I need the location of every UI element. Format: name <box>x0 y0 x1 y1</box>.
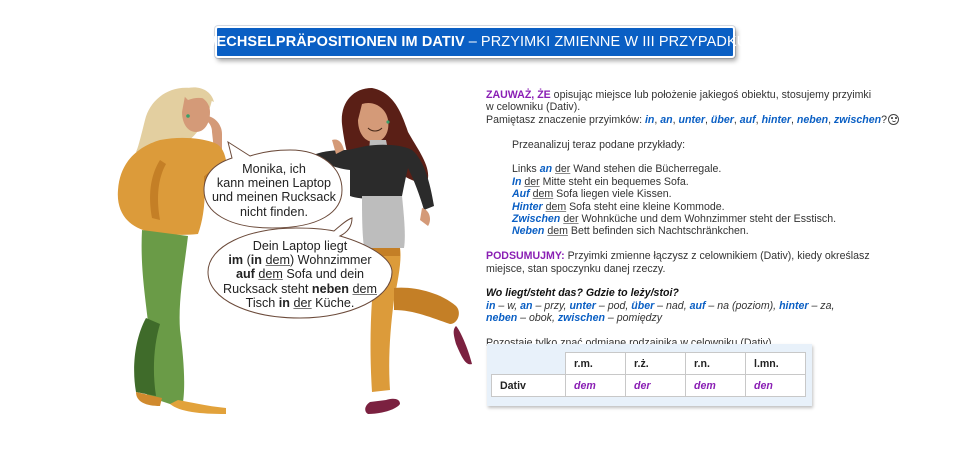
text-fragment: Links <box>512 163 540 176</box>
text-fragment: Rucksack steht <box>223 281 312 296</box>
comma: , <box>755 113 762 126</box>
table-row <box>492 375 806 397</box>
preposition: hinter <box>779 299 809 312</box>
example-sentence <box>512 225 906 237</box>
example-sentence <box>512 176 906 188</box>
notice-text: opisując miejsce lub położenie jakiegoś obiektu, stosujemy przyimki <box>550 89 872 101</box>
text-fragment: Tisch <box>245 295 279 310</box>
preposition: Zwischen <box>512 213 561 226</box>
preposition: neben <box>486 312 518 325</box>
text-fragment: Wand stehen die Bücherregale. <box>570 163 722 176</box>
translation: – przy, <box>532 299 570 312</box>
article: der <box>555 163 571 176</box>
title-separator: – <box>468 34 477 50</box>
bubble-1-line: nicht finden. <box>240 204 308 219</box>
article: dem <box>547 225 568 238</box>
bubble-1-line: kann meinen Laptop <box>216 176 332 191</box>
comma: , <box>733 113 740 126</box>
table-cell: den <box>746 375 806 397</box>
title-polish: PRZYIMKI ZMIENNE W III PRZYPADKU <box>480 34 748 50</box>
article: der <box>524 175 540 188</box>
preposition: an <box>539 163 553 176</box>
smiley-icon <box>888 114 899 125</box>
bold-word: in <box>278 295 290 310</box>
examples-list <box>486 163 906 237</box>
preposition: über <box>710 113 734 126</box>
prepositions-question <box>486 114 906 126</box>
bold-word: neben <box>311 281 349 296</box>
question-mark: ? <box>881 113 887 126</box>
table-header-row <box>492 353 806 375</box>
example-sentence <box>512 163 906 175</box>
preposition: Neben <box>512 225 545 238</box>
speech-bubble-1 <box>206 162 342 219</box>
preposition: auf <box>689 299 706 312</box>
preposition: auf <box>739 113 756 126</box>
text-fragment: Bett befinden sich Nachtschränkchen. <box>567 225 749 238</box>
bubble-1-line: Monika, ich <box>242 162 306 176</box>
preposition: neben <box>796 113 829 126</box>
underlined-article: der <box>293 295 312 310</box>
translation: – obok, <box>517 312 558 325</box>
dativ-article-table <box>491 352 806 397</box>
bubble-2-line <box>210 282 390 296</box>
preposition: In <box>512 175 522 188</box>
table-cell: dem <box>686 375 746 397</box>
comma: , <box>791 113 797 126</box>
bold-word: auf <box>235 267 255 282</box>
underlined-article: dem <box>352 281 377 296</box>
comma: , <box>672 113 679 126</box>
text-fragment: Sofa steht eine kleine Kommode. <box>566 200 725 213</box>
bubble-2-line <box>210 267 390 281</box>
bold-word: im <box>228 253 244 268</box>
preposition: Hinter <box>512 200 543 213</box>
example-sentence <box>512 188 906 200</box>
dativ-article-table-panel <box>487 344 812 406</box>
underlined-article: dem <box>265 253 290 268</box>
comma: , <box>828 113 834 126</box>
preposition: an <box>520 299 533 312</box>
table-header-feminine: r.ż. <box>626 353 686 375</box>
question-start: Pamiętasz znaczenie przyimków: <box>486 113 645 126</box>
summary-label: PODSUMUJMY: <box>486 250 565 263</box>
preposition: an <box>660 113 673 126</box>
text-fragment: ( <box>243 253 251 268</box>
text-fragment: Küche. <box>311 295 355 310</box>
preposition: zwischen <box>557 312 605 325</box>
table-header-neuter: r.n. <box>686 353 746 375</box>
summary-text: Przyimki zmienne łączysz z celownikiem (Dativ), kiedy określasz <box>564 250 870 263</box>
bubble-2-line: Dein Laptop liegt <box>252 239 348 253</box>
summary-paragraph <box>486 250 906 262</box>
bubble-2-line <box>210 253 390 267</box>
preposition: Auf <box>512 188 530 201</box>
preposition: über <box>631 299 655 312</box>
article: der <box>563 213 579 226</box>
comma: , <box>654 113 661 126</box>
example-sentence <box>512 213 906 225</box>
article: dem <box>545 200 567 213</box>
notice-paragraph <box>486 89 906 101</box>
translations-line1 <box>486 300 906 312</box>
preposition: in <box>486 299 496 312</box>
text-fragment: Wohnküche und dem Wohnzimmer steht der Esstisch. <box>578 213 837 226</box>
text-fragment: Mitte steht ein bequemes Sofa. <box>539 175 689 188</box>
table-cell: dem <box>566 375 626 397</box>
examples-intro: Przeanalizuj teraz podane przykłady: <box>512 138 686 151</box>
speech-bubble-2 <box>210 239 390 310</box>
table-header-plural: l.mn. <box>746 353 806 375</box>
summary-text-line2: miejsce, stan spoczynku danej rzeczy. <box>486 262 666 275</box>
bold-word: in <box>250 253 262 268</box>
table-row-label: Dativ <box>492 375 566 397</box>
text-fragment: Sofa und dein <box>282 267 365 282</box>
table-cell: der <box>626 375 686 397</box>
translation: – na (poziom), <box>705 299 780 312</box>
underlined-article: dem <box>258 267 283 282</box>
bubble-1-line: und meinen Rucksack <box>212 190 336 205</box>
preposition: in <box>644 113 655 126</box>
table-header-masculine: r.m. <box>566 353 626 375</box>
title-german: WECHSELPRÄPOSITIONEN IM DATIV <box>202 34 465 50</box>
notice-label: ZAUWAŻ, ŻE <box>486 89 551 101</box>
translation: – pomiędzy <box>604 312 663 325</box>
translation: – za, <box>808 299 835 312</box>
preposition: zwischen <box>833 113 882 126</box>
translation: – nad, <box>654 299 690 312</box>
article: dem <box>532 188 554 201</box>
translation: – w, <box>495 299 521 312</box>
preposition: unter <box>678 113 706 126</box>
illustration-two-girls <box>100 80 490 425</box>
bubble-2-line <box>210 296 390 310</box>
title-banner <box>202 26 748 58</box>
explanation-text <box>486 89 906 349</box>
preposition: unter <box>569 299 596 312</box>
text-fragment: Sofa liegen viele Kissen. <box>553 188 672 201</box>
notice-text-line2: w celowniku (Dativ). <box>486 101 581 114</box>
table-corner-cell <box>492 353 566 375</box>
translations-line2 <box>486 312 906 324</box>
comma: , <box>705 113 711 126</box>
example-sentence <box>512 201 906 213</box>
translation: – pod, <box>595 299 632 312</box>
text-fragment: ) Wohnzimmer <box>289 253 372 268</box>
preposition: hinter <box>761 113 791 126</box>
question-heading: Wo liegt/steht das? Gdzie to leży/stoi? <box>486 287 679 300</box>
